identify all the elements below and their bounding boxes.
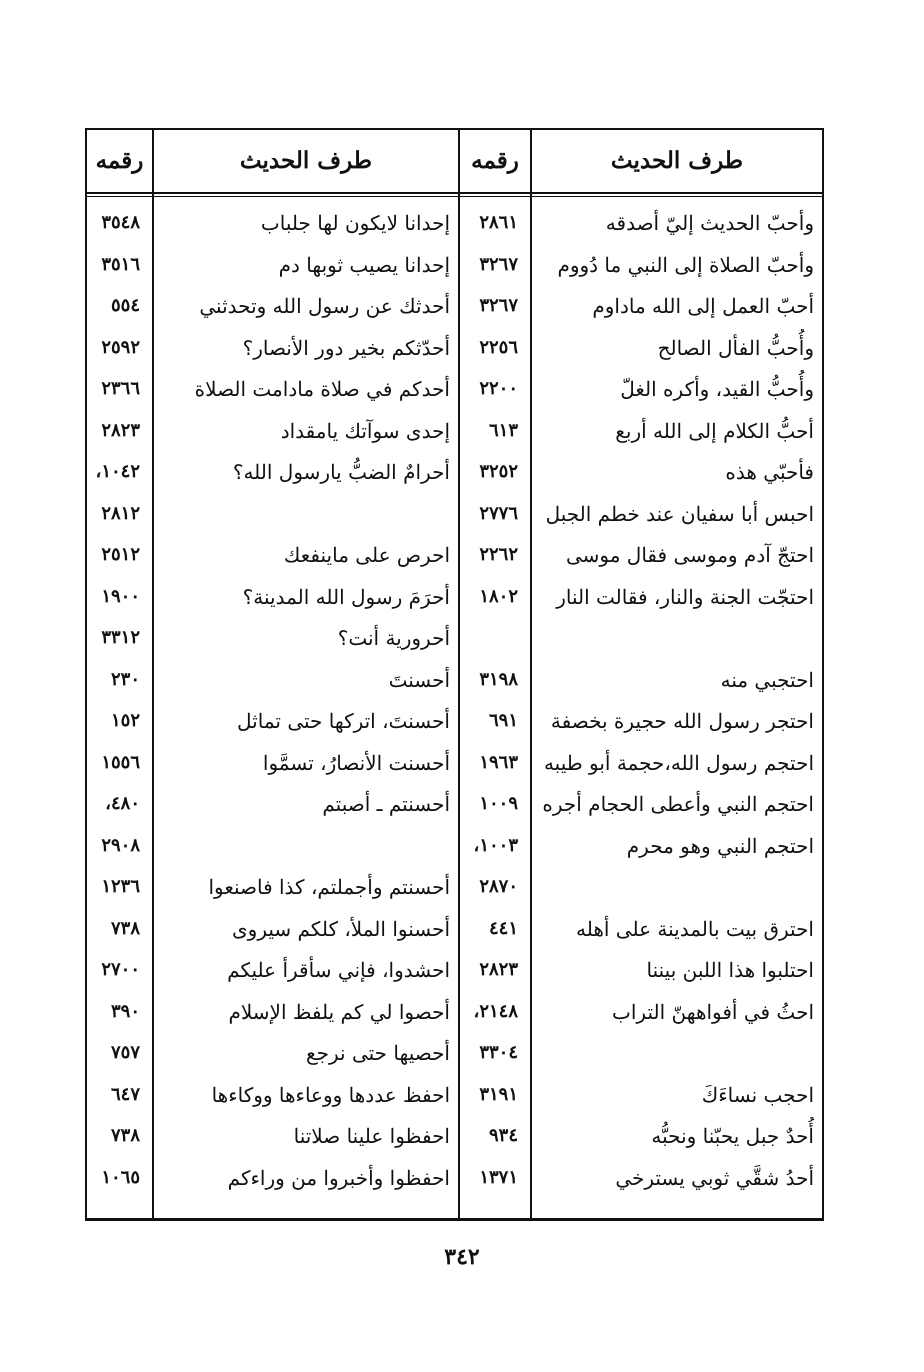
hadith-text: أحدّثكم بخير دور الأنصار؟	[242, 335, 450, 360]
hadith-text: فأحبّي هذه	[725, 460, 814, 484]
header-rule	[87, 196, 822, 197]
table-row	[87, 536, 822, 574]
hadith-number: ٢٥١٢	[101, 544, 140, 565]
hadith-text: احجب نساءَكَ	[701, 1082, 814, 1107]
header-number-b: رقمه	[95, 147, 144, 174]
hadith-number: ٦١٣	[488, 419, 518, 441]
header-hadith-a: طرف الحديث	[610, 147, 744, 174]
hadith-text: أحبُّ الكلام إلى الله أربع	[615, 418, 814, 443]
hadith-number: ٩٣٤	[488, 1125, 518, 1146]
hadith-text: وأحبّ الحديث إليّ أصدقه	[605, 211, 814, 235]
hadith-number: ١٣٧١	[479, 1166, 518, 1188]
hadith-number: ١٢٣٦	[101, 876, 140, 897]
table-row	[87, 702, 822, 740]
hadith-number: ٢٢٠٠	[479, 378, 518, 399]
hadith-number: ١٨٠٢	[479, 585, 518, 607]
hadith-text: إحدى سوآتك يامقداد	[280, 418, 450, 443]
table-row	[87, 868, 822, 906]
hadith-text: احفظوا وأخبروا من وراءكم	[227, 1165, 450, 1190]
table-row	[87, 246, 822, 284]
hadith-number: ١٥٢	[110, 710, 140, 731]
table-row	[87, 827, 822, 865]
hadith-number: ١٠٠٣،	[473, 834, 518, 856]
header-number-a: رقمه	[471, 147, 519, 174]
hadith-number: ٦٤٧	[110, 1083, 140, 1105]
hadith-text	[154, 495, 458, 533]
hadith-number: ٣٢٦٧	[479, 253, 518, 275]
hadith-text: أُحدٌ جبل يحبّنا ونحبُّه	[651, 1124, 814, 1148]
hadith-number: ٢٩٠٨	[101, 834, 140, 856]
hadith-text: أحسنتم ـ أصبتم	[322, 792, 450, 816]
hadith-text	[154, 827, 458, 865]
hadith-text: احثُ في أفواههنّ التراب	[612, 999, 814, 1024]
hadith-number: ٣١٩٨	[479, 668, 518, 690]
hadith-text: أحبّ العمل إلى الله ماداوم	[592, 294, 814, 318]
hadith-number: ١٩٠٠	[101, 585, 140, 607]
hadith-number: ٧٥٧	[110, 1042, 140, 1063]
hadith-number	[460, 619, 530, 657]
page-number: ٣٤٢	[444, 1244, 480, 1270]
hadith-text: احترق بيت بالمدينة على أهله	[576, 916, 814, 941]
hadith-text: أحسنتَ	[388, 667, 450, 692]
table-row	[87, 1117, 822, 1155]
hadith-text: أحدثك عن رسول الله وتحدثني	[199, 294, 450, 318]
hadith-text: احتجبي منه	[720, 667, 814, 692]
hadith-text: إحدانا يصيب ثوبها دم	[278, 252, 450, 277]
hadith-number: ٧٣٨	[110, 917, 140, 939]
hadith-text: أحسنوا الملأ، كلكم سيروى	[232, 916, 450, 941]
hadith-number: ٣٢٥٢	[479, 461, 518, 482]
hadith-text: احتجم رسول الله،حجمة أبو طيبه	[543, 750, 814, 775]
hadith-number: ١٠٤٢،	[95, 461, 140, 482]
hadith-text: أحصوا لي كم يلفظ الإسلام	[228, 999, 450, 1024]
table-row	[87, 1076, 822, 1114]
table-row	[87, 1159, 822, 1197]
hadith-number: ٢٨٢٣	[101, 419, 140, 441]
hadith-text: أحصيها حتى نرجع	[305, 1041, 450, 1065]
hadith-text: احتجر رسول الله حجيرة بخصفة	[550, 709, 814, 733]
hadith-number: ٢٣٦٦	[101, 378, 140, 399]
hadith-number: ٢٣٠	[110, 668, 140, 690]
hadith-text: احفظ عددها ووعاءها ووكاءها	[211, 1082, 450, 1107]
hadith-number: ١٠٠٩	[479, 793, 518, 814]
hadith-number: ٢٢٦٢	[479, 544, 518, 565]
hadith-number: ١٠٦٥	[101, 1166, 140, 1188]
table-row	[87, 619, 822, 657]
hadith-text: أحرَمَ رسول الله المدينة؟	[242, 584, 450, 609]
table-row	[87, 453, 822, 491]
hadith-text	[532, 1034, 822, 1072]
table-row	[87, 370, 822, 408]
hadith-number: ٧٣٨	[110, 1125, 140, 1146]
hadith-text: إحدانا لايكون لها جلباب	[260, 211, 450, 235]
hadith-number: ٢٨٦١	[479, 212, 518, 233]
hadith-number: ٣٣١٢	[101, 627, 140, 648]
table-row	[87, 287, 822, 325]
hadith-text: احتجّ آدم وموسى فقال موسى	[565, 543, 814, 567]
header-rule	[87, 192, 822, 194]
hadith-number: ٣١٩١	[479, 1083, 518, 1105]
hadith-number: ٦٩١	[488, 710, 518, 731]
hadith-text: أحسنتَ، اتركها حتى تماثل	[237, 709, 450, 733]
hadith-text: أحسنتم وأجملتم، كذا فاصنعوا	[208, 875, 450, 899]
hadith-number: ١٥٥٦	[101, 751, 140, 773]
hadith-number: ٢٨٧٠	[479, 876, 518, 897]
hadith-text: أحسنت الأنصارُ، تسمَّوا	[262, 750, 450, 775]
hadith-text: احرص على ماينفعك	[283, 543, 450, 567]
hadith-text: احفظوا علينا صلاتنا	[293, 1124, 450, 1148]
table-row	[87, 412, 822, 450]
hadith-number: ٣٥١٦	[101, 253, 140, 275]
hadith-number: ٢٨١٢	[101, 502, 140, 524]
hadith-number: ٣٢٦٧	[479, 295, 518, 316]
hadith-text: احشدوا، فإني سأقرأ عليكم	[227, 958, 450, 982]
table-row	[87, 951, 822, 989]
header-hadith-b: طرف الحديث	[239, 147, 373, 174]
hadith-text: احتجم النبي وهو محرم	[626, 833, 814, 858]
hadith-text: وأُحبُّ القيد، وأكره الغلّ	[620, 377, 814, 401]
hadith-text: احتلبوا هذا اللبن بيننا	[646, 958, 814, 982]
hadith-number: ٢٥٩٢	[101, 336, 140, 358]
hadith-number: ٢٨٢٣	[479, 959, 518, 980]
hadith-number: ٣٥٤٨	[101, 212, 140, 233]
hadith-number: ٤٤١	[488, 917, 518, 939]
hadith-text: أحرورية أنت؟	[337, 626, 450, 650]
table-row	[87, 993, 822, 1031]
table-row	[87, 744, 822, 782]
hadith-text: أحدكم في صلاة مادامت الصلاة	[194, 377, 450, 401]
hadith-number: ٥٥٤	[110, 295, 140, 316]
hadith-text: احتجم النبي وأعطى الحجام أجره	[542, 792, 814, 816]
hadith-number: ١٩٦٣	[479, 751, 518, 773]
table-row	[87, 1034, 822, 1072]
hadith-text: وأُحبُّ الفأل الصالح	[657, 335, 814, 360]
table-row	[87, 785, 822, 823]
hadith-number: ٣٣٠٤	[479, 1042, 518, 1063]
hadith-number: ٢٧٧٦	[479, 502, 518, 524]
hadith-number: ٤٨٠،	[105, 793, 140, 814]
hadith-number: ٢١٤٨،	[473, 1000, 518, 1022]
hadith-index-table	[85, 128, 824, 1221]
hadith-text: وأحبّ الصلاة إلى النبي ما دُووم	[557, 252, 814, 277]
table-row	[87, 661, 822, 699]
hadith-number: ٢٢٥٦	[479, 336, 518, 358]
hadith-number: ٣٩٠	[110, 1000, 140, 1022]
hadith-text	[532, 619, 822, 657]
table-row	[87, 578, 822, 616]
table-row	[87, 329, 822, 367]
table-row	[87, 910, 822, 948]
hadith-text	[532, 868, 822, 906]
hadith-number: ٢٧٠٠	[101, 959, 140, 980]
hadith-text: احتجّت الجنة والنار، فقالت النار	[556, 584, 814, 609]
table-row	[87, 495, 822, 533]
hadith-text: أحرامٌ الضبُّ يارسول الله؟	[232, 460, 450, 484]
hadith-text: احبس أبا سفيان عند خطم الجبل	[545, 501, 814, 526]
table-row	[87, 204, 822, 242]
hadith-text: أحدُ شقَّي ثوبي يسترخي	[615, 1165, 814, 1190]
